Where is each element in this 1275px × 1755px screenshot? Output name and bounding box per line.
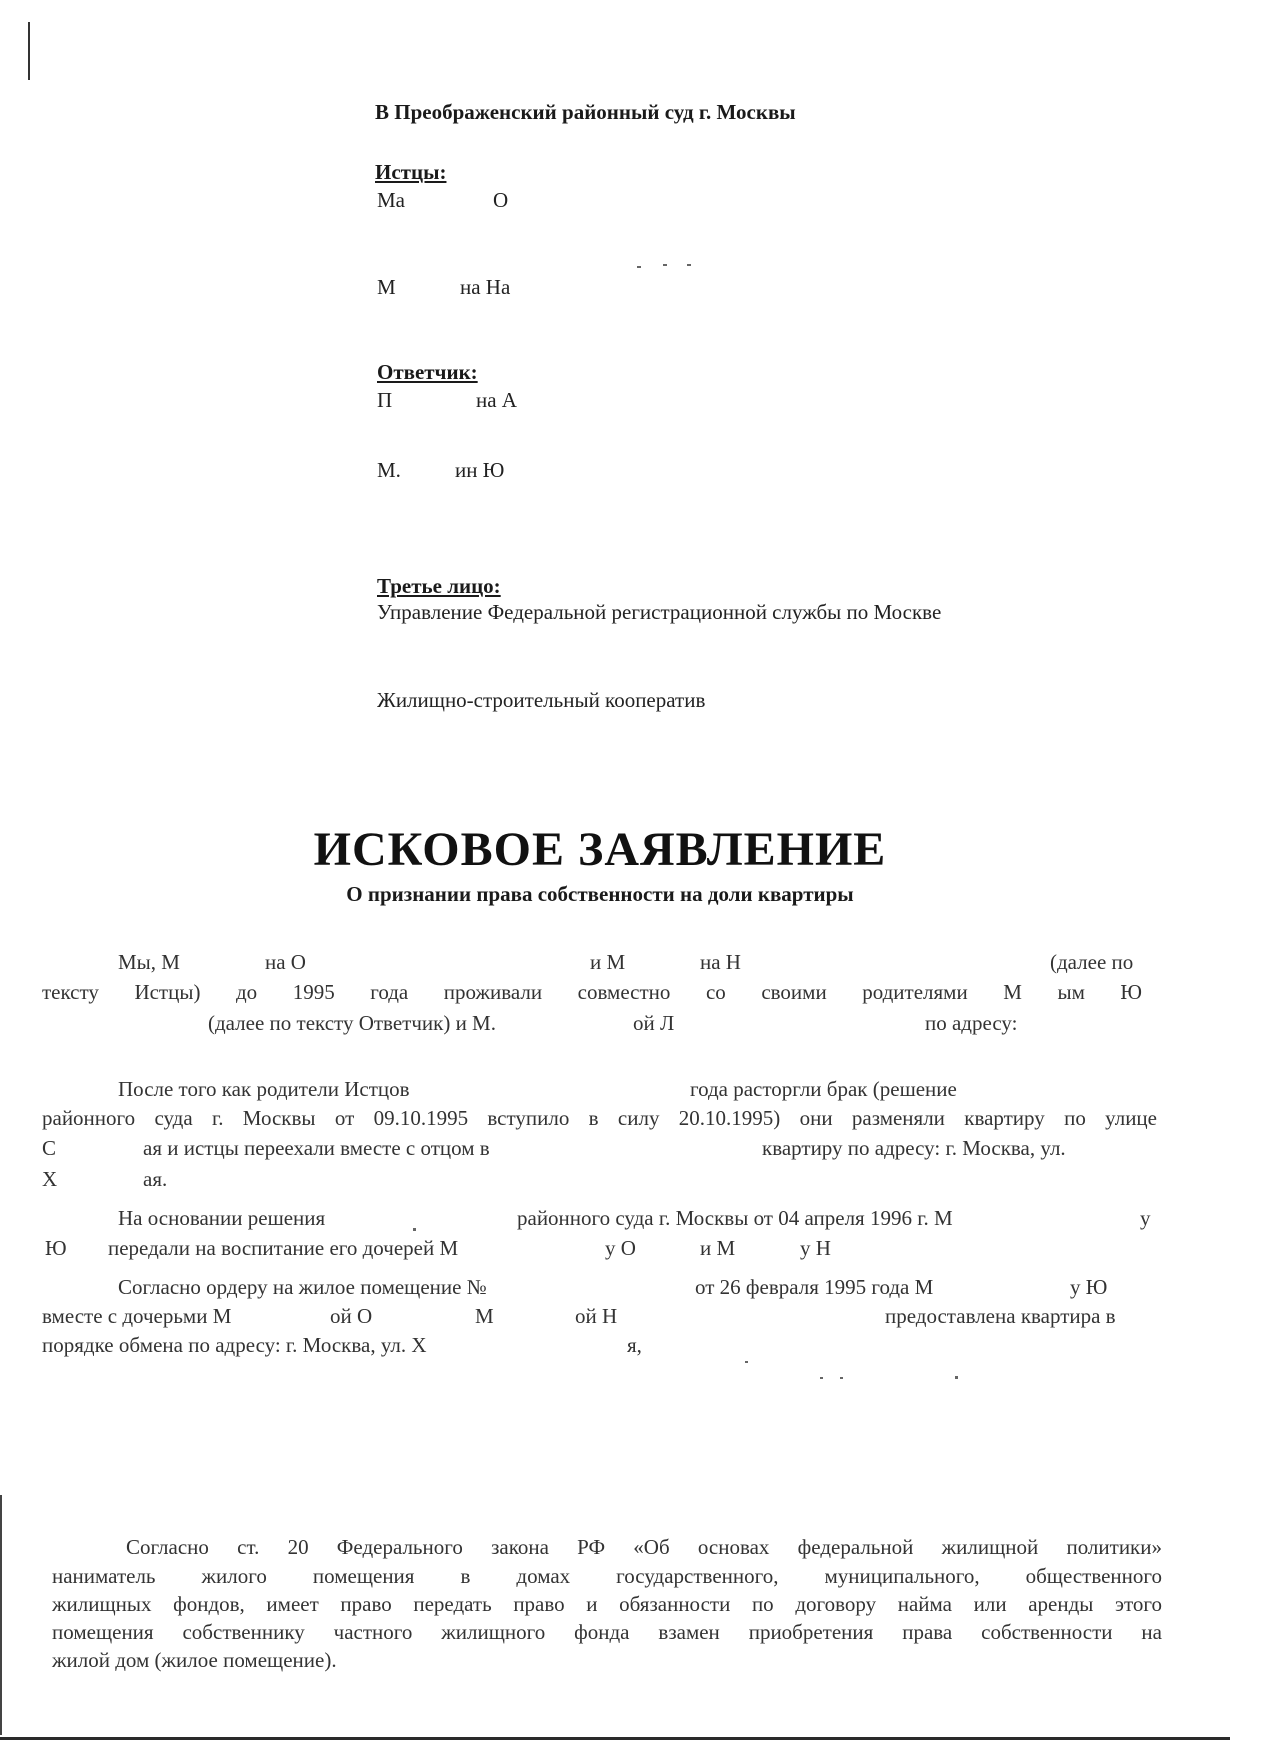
para2-line4-seg1: Х <box>42 1167 58 1191</box>
document-title: ИСКОВОЕ ЗАЯВЛЕНИЕ <box>313 823 887 876</box>
defendant-1-part-1: П <box>377 388 393 412</box>
para4-line1-seg1: Согласно ордеру на жилое помещение № <box>118 1275 487 1299</box>
scan-left-edge <box>0 1495 2 1735</box>
court-name: В Преображенский районный суд г. Москвы <box>375 100 796 124</box>
para2-line4-seg2: ая. <box>143 1167 168 1191</box>
para3-line2-seg5: у Н <box>800 1236 831 1260</box>
third-party-label: Третье лицо: <box>377 574 501 598</box>
scan-speck <box>745 1361 748 1363</box>
para3-line1-seg1: На основании решения <box>118 1206 326 1230</box>
para3-line2-seg2: передали на воспитание его дочерей М <box>108 1236 459 1260</box>
para4-line3-seg2: я, <box>627 1333 642 1357</box>
para4-line2-seg3: М <box>475 1304 494 1328</box>
plaintiff-2-part-2: на На <box>460 275 511 299</box>
para3-line2-seg4: и М <box>700 1236 736 1260</box>
para4-line2-seg5: предоставлена квартира в <box>885 1304 1116 1328</box>
plaintiff-1-part-1: Ма <box>377 188 405 212</box>
para4-line1-seg2: от 26 февраля 1995 года М <box>695 1275 934 1299</box>
scan-speck <box>687 264 691 266</box>
para2-line1-seg1: После того как родители Истцов <box>118 1077 410 1101</box>
para2-line3-seg1: С <box>42 1136 57 1160</box>
para1-line3-seg1: (далее по тексту Ответчик) и М. <box>208 1011 496 1035</box>
para2-line3-seg3: квартиру по адресу: г. Москва, ул. <box>762 1136 1066 1160</box>
scan-speck <box>955 1376 958 1379</box>
defendant-label: Ответчик: <box>377 360 478 384</box>
para1-line1-seg3: и М <box>590 950 626 974</box>
scan-edge-mark <box>28 22 30 80</box>
para3-line2-seg1: Ю <box>45 1236 67 1260</box>
para2-line1-seg2: года расторгли брак (решение <box>690 1077 957 1101</box>
plaintiffs-label: Истцы: <box>375 160 447 184</box>
para1-line2: тексту Истцы) до 1995 года проживали совместно со своими родителями М ым Ю <box>42 980 1142 1004</box>
scan-speck <box>637 266 641 268</box>
scan-speck <box>840 1377 843 1379</box>
para4-line2-seg4: ой Н <box>575 1304 618 1328</box>
para1-line1-seg4: на Н <box>700 950 741 974</box>
para5-line4: помещения собственнику частного жилищного фонда взамен приобретения права собственности на <box>52 1620 1162 1644</box>
defendant-1-part-2: на А <box>476 388 517 412</box>
para1-line1-seg1: Мы, М <box>118 950 180 974</box>
para5-line2: наниматель жилого помещения в домах государственного, муниципального, общественного <box>52 1564 1162 1588</box>
scan-speck <box>663 264 667 266</box>
para1-line3-seg2: ой Л <box>633 1011 675 1035</box>
scan-speck <box>413 1228 416 1231</box>
scan-bottom-edge <box>0 1737 1230 1740</box>
para4-line1-seg3: у Ю <box>1070 1275 1108 1299</box>
para3-line2-seg3: у О <box>605 1236 636 1260</box>
plaintiff-2-part-1: М <box>377 275 396 299</box>
plaintiff-1-part-2: О <box>493 188 509 212</box>
defendant-2-part-2: ин Ю <box>455 458 505 482</box>
para4-line2-seg1: вместе с дочерьми М <box>42 1304 232 1328</box>
para2-line3-seg2: ая и истцы переехали вместе с отцом в <box>143 1136 490 1160</box>
scan-speck <box>820 1377 823 1379</box>
para1-line1-seg5: (далее по <box>1050 950 1134 974</box>
para4-line3-seg1: порядке обмена по адресу: г. Москва, ул. Х <box>42 1333 427 1357</box>
document-subtitle: О признании права собственности на доли квартиры <box>346 882 854 906</box>
defendant-2-part-1: М. <box>377 458 401 482</box>
para5-line3: жилищных фондов, имеет право передать право и обязанности по договору найма или аренды этого <box>52 1592 1162 1616</box>
para1-line3-seg3: по адресу: <box>925 1011 1018 1035</box>
para3-line1-seg2: районного суда г. Москвы от 04 апреля 1996 г. М <box>517 1206 953 1230</box>
para3-line1-seg3: у <box>1140 1206 1151 1230</box>
para1-line1-seg2: на О <box>265 950 306 974</box>
third-party-1: Управление Федеральной регистрационной службы по Москве <box>377 600 942 624</box>
third-party-2: Жилищно-строительный кооператив <box>377 688 706 712</box>
para5-line5: жилой дом (жилое помещение). <box>52 1648 337 1672</box>
para4-line2-seg2: ой О <box>330 1304 373 1328</box>
para5-line1: Согласно ст. 20 Федерального закона РФ «Об основах федеральной жилищной политики» <box>126 1535 1162 1559</box>
para2-line2: районного суда г. Москвы от 09.10.1995 вступило в силу 20.10.1995) они разменяли квартиру по улице <box>42 1106 1157 1130</box>
